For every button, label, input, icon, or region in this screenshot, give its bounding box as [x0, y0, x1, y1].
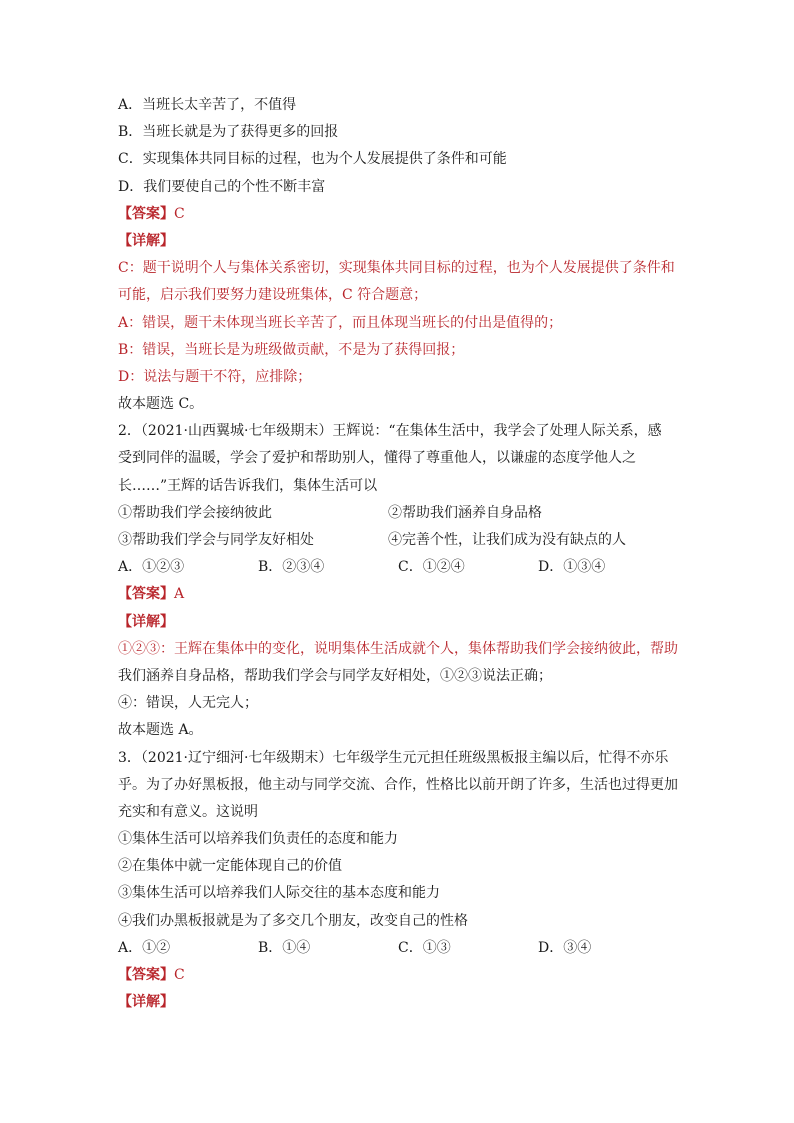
answer-label: 【答案】: [118, 205, 174, 222]
q2-statement-1: ①帮助我们学会接纳彼此: [118, 504, 272, 521]
q3-stem-line: 充实和有意义。这说明: [118, 803, 258, 820]
q2-statement-2: ②帮助我们涵养自身品格: [388, 504, 542, 521]
q2-statement-4: ④完善个性，让我们成为没有缺点的人: [388, 532, 626, 548]
q3-stem-line: 乎。为了办好黑板报，他主动与同学交流、合作，性格比以前开朗了许多，生活也过得更加: [118, 776, 678, 793]
q3-choice-d: D．③④: [538, 939, 592, 956]
q2-stem-line: 2．（2021·山西翼城·七年级期末）王辉说：“在集体生活中，我学会了处理人际关系，感: [118, 423, 662, 440]
q3-statement-4: ④我们办黑板报就是为了多交几个朋友，改变自己的性格: [118, 912, 468, 929]
q3-choice-a: A．①②: [118, 939, 171, 956]
q1-detail-label: 【详解】: [118, 232, 174, 249]
q3-detail-label: 【详解】: [118, 994, 174, 1011]
answer-value: C: [174, 967, 185, 983]
q2-detail-label: 【详解】: [118, 613, 174, 630]
q2-statement-row: [118, 527, 684, 554]
answer-value: A: [174, 586, 185, 603]
q1-answer: [118, 201, 684, 228]
document-page: [118, 92, 684, 1016]
q3-statement-2: ②在集体中就一定能体现自己的价值: [118, 858, 342, 875]
q3-statement-1: ①集体生活可以培养我们负责任的态度和能力: [118, 831, 398, 848]
q1-detail-line: A：错误，题干未体现当班长辛苦了，而且体现当班长的付出是值得的；: [118, 314, 563, 331]
q1-detail-line: C：题干说明个人与集体关系密切，实现集体共同目标的过程，也为个人发展提供了条件和: [118, 260, 675, 277]
q3-statement-3: ③集体生活可以培养我们人际交往的基本态度和能力: [118, 885, 440, 902]
answer-label: 【答案】: [118, 967, 174, 983]
answer-label: 【答案】: [118, 586, 174, 603]
q1-option-c: C．实现集体共同目标的过程，也为个人发展提供了条件和可能: [118, 151, 507, 168]
q2-choice-a: A．①②③: [118, 559, 185, 576]
q1-detail-line: D：说法与题干不符，应排除；: [118, 368, 312, 385]
q2-detail-line: ④：错误，人无完人；: [118, 695, 258, 712]
q3-answer: [118, 962, 684, 989]
q2-choices-row: [118, 554, 684, 581]
q2-conclusion: 故本题选 A。: [118, 722, 203, 739]
q2-choice-d: D．①③④: [538, 559, 606, 576]
q2-detail-line: ①②③：王辉在集体中的变化，说明集体生活成就个人，集体帮助我们学会接纳彼此，帮助: [118, 640, 678, 657]
q1-option-a: A．当班长太辛苦了，不值得: [118, 97, 297, 113]
q2-statement-3: ③帮助我们学会与同学友好相处: [118, 532, 314, 548]
q2-statement-row: [118, 500, 684, 527]
answer-value: C: [174, 205, 185, 222]
q3-choices-row: [118, 935, 684, 962]
q2-choice-c: C．①②④: [398, 559, 465, 576]
q2-answer: [118, 581, 684, 608]
q1-option-b: B．当班长就是为了获得更多的回报: [118, 124, 339, 141]
q1-detail-line: 可能，启示我们要努力建设班集体，C 符合题意；: [118, 287, 428, 304]
q1-option-d: D．我们要使自己的个性不断丰富: [118, 178, 326, 195]
q1-conclusion: 故本题选 C。: [118, 396, 204, 413]
q1-detail-line: B：错误，当班长是为班级做贡献，不是为了获得回报；: [118, 341, 465, 358]
q2-detail-line: 我们涵养自身品格，帮助我们学会与同学友好相处，①②③说法正确；: [118, 667, 552, 684]
q2-stem-line: 受到同伴的温暖，学会了爱护和帮助别人，懂得了尊重他人，以谦虚的态度学他人之: [118, 450, 636, 467]
q3-choice-c: C．①③: [398, 939, 451, 956]
q2-choice-b: B．②③④: [258, 559, 325, 576]
q3-stem-line: 3．（2021·辽宁细河·七年级期末）七年级学生元元担任班级黑板报主编以后，忙得不亦乐: [118, 749, 669, 766]
q3-choice-b: B．①④: [258, 939, 311, 956]
q2-stem-line: 长……”王辉的话告诉我们，集体生活可以: [118, 477, 378, 494]
